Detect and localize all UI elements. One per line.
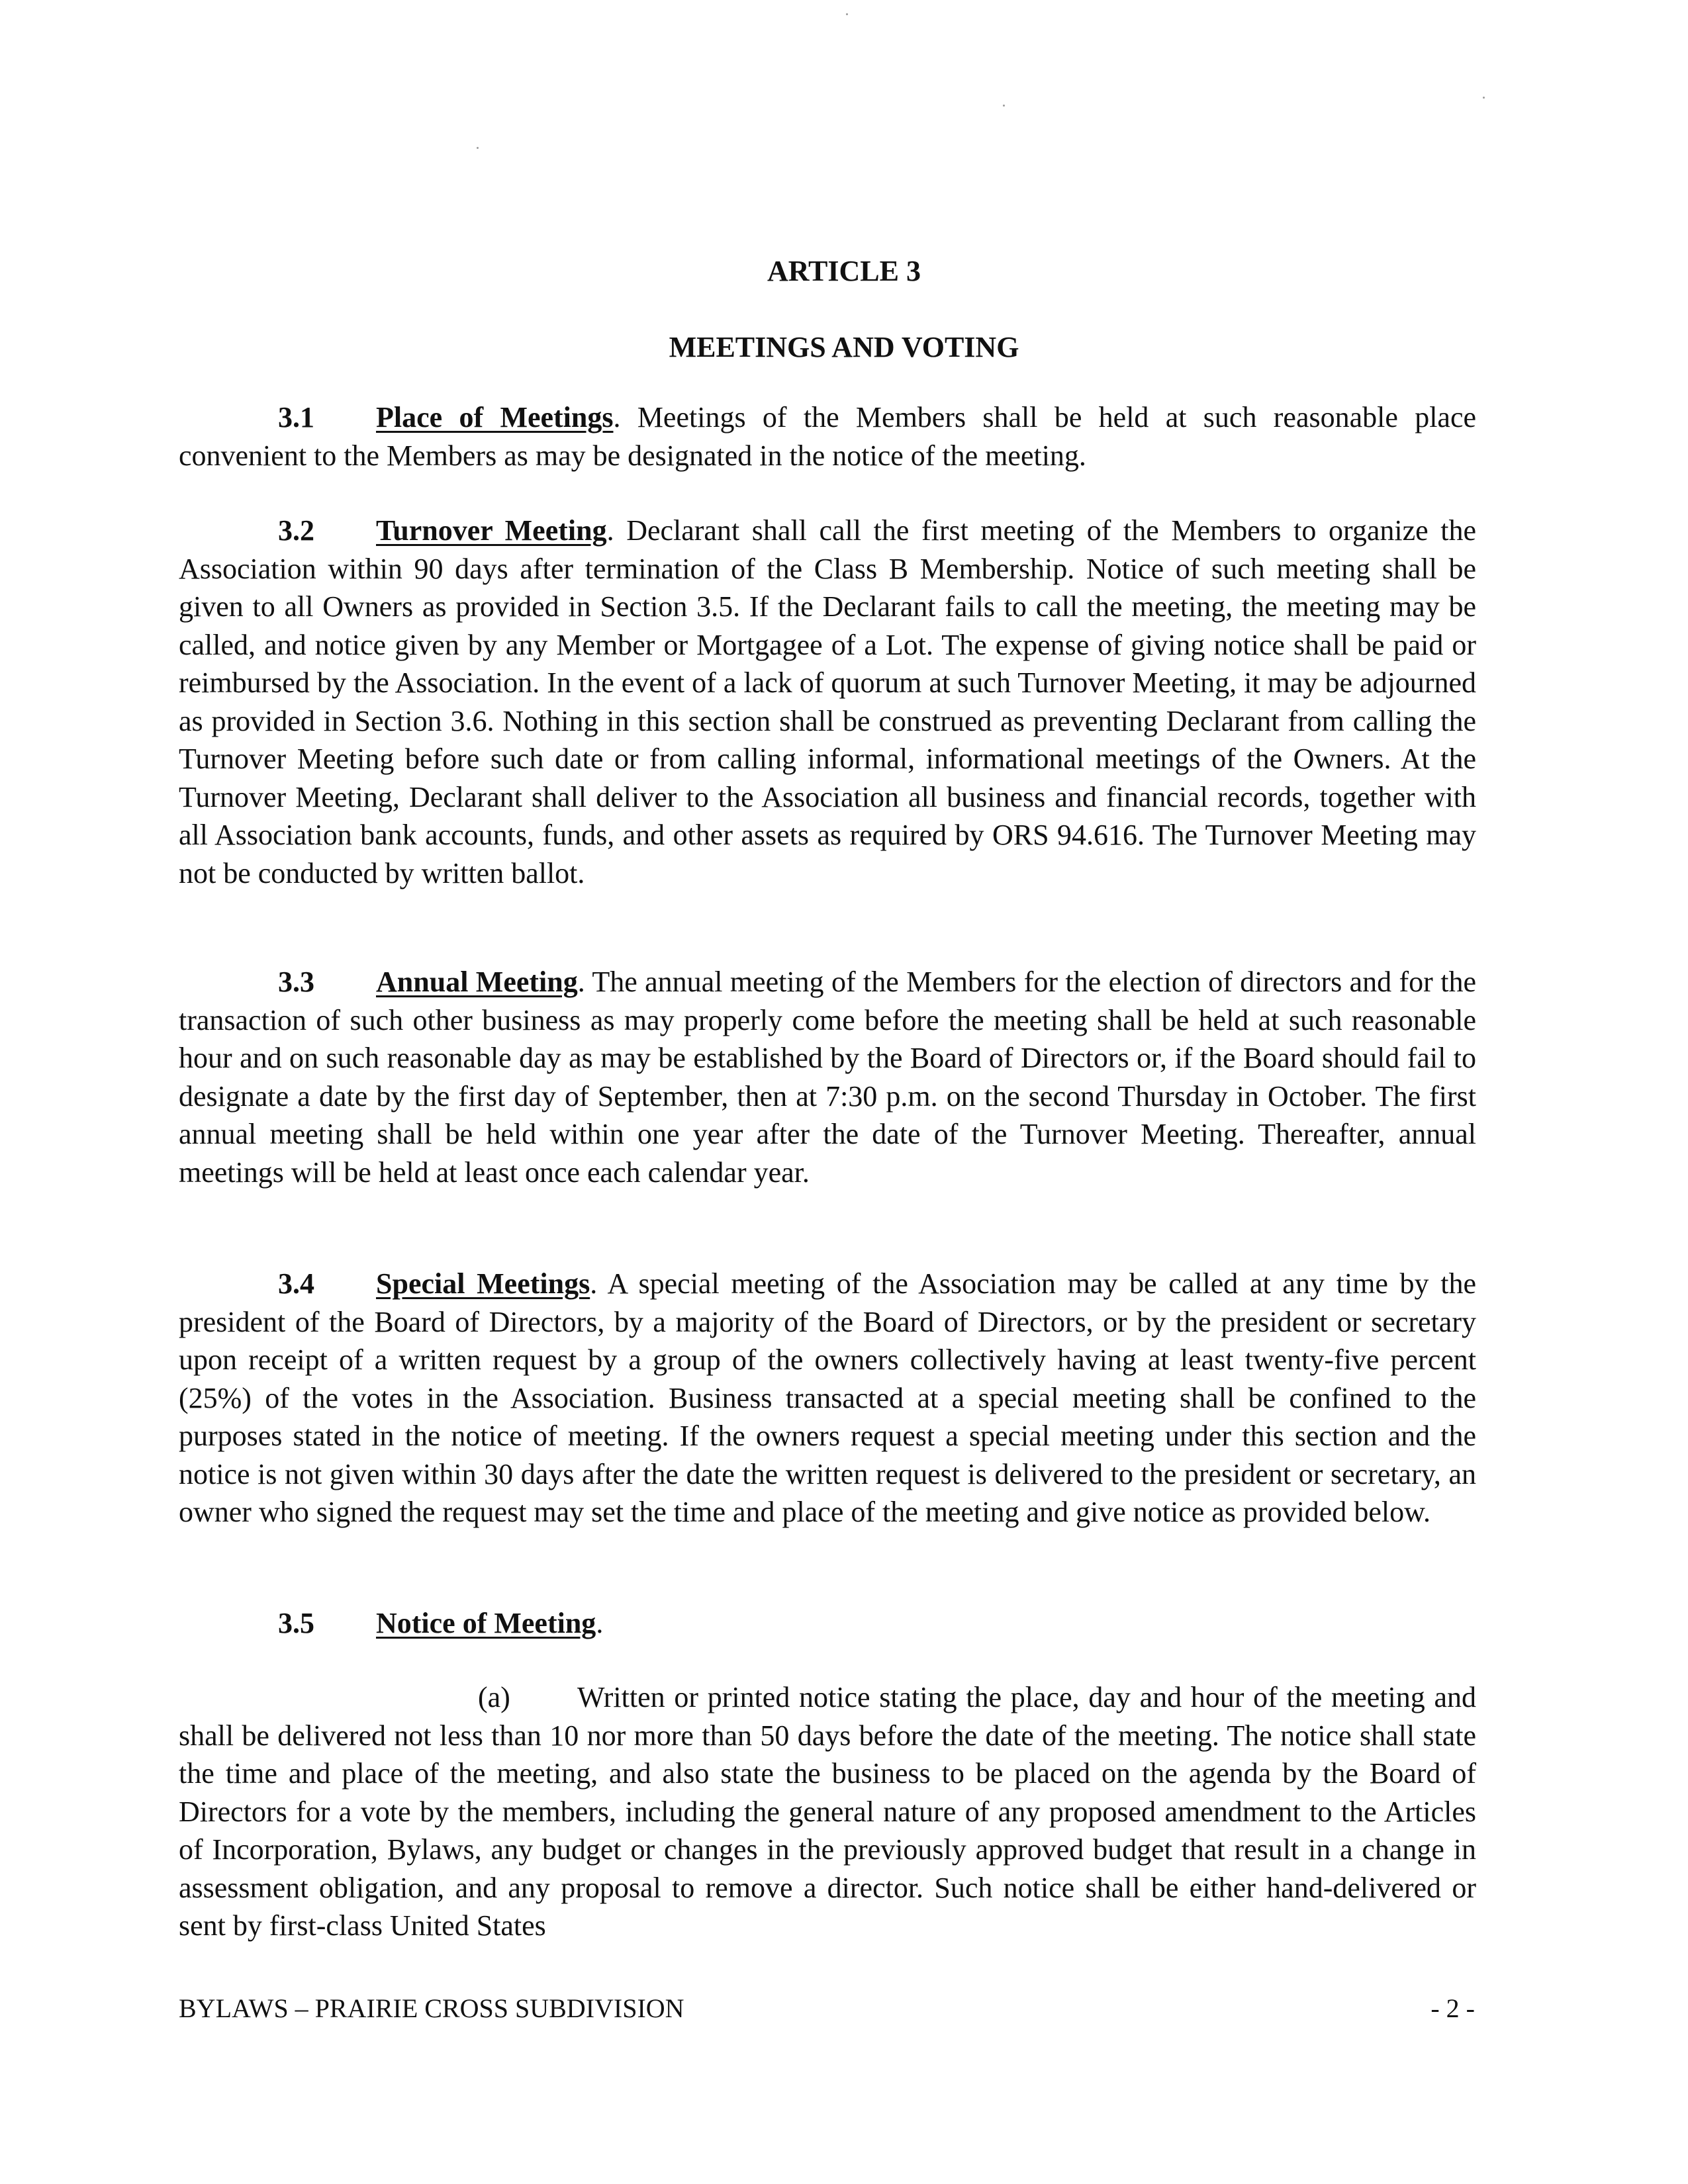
section-body: . — [596, 1607, 604, 1639]
section-title: Turnover Meeting — [376, 514, 607, 547]
scan-speck — [477, 147, 479, 149]
section-body: . Meetings of the Members shall be held at such reasonable place convenient to the Members as may be designated in the notice of the meeting. — [179, 401, 1476, 472]
section-body: . Declarant shall call the first meeting of the Members to organize the Association within 90 days after termination of the Class B Membership. Notice of such meeting shall be given to all Owners as provided in Section 3.5. If the Declarant fails to call the meeting, the meeting may be called, and notice given by any Member or Mortgagee of a Lot. The expense of giving notice shall be paid or reimbursed by the Association. In the event of a lack of quorum at such Turnover Meeting, it may be adjourned as provided in Section 3.6. Nothing in this section shall be construed as preventing Declarant from calling the Turnover Meeting before such date or from calling informal, informational meetings of the Owners. At the Turnover Meeting, Declarant shall deliver to the Association all business and financial records, together with all Association bank accounts, funds, and other assets as required by ORS 94.616. The Turnover Meeting may not be conducted by written ballot. — [179, 514, 1477, 889]
subsection-body: Written or printed notice stating the place, day and hour of the meeting and shall be delivered not less than 10 nor more than 50 days before the date of the meeting. The notice shall state the time and place of the meeting, and also state the business to be placed on the agenda by the Board of Directors for a vote by the members, including the general nature of any proposed amendment to the Articles of Incorporation, Bylaws, any budget or changes in the previously approved budget that result in a change in assessment obligation, and any proposal to remove a director. Such notice shall be either hand-delivered or sent by first-class United States — [179, 1681, 1476, 1942]
section-body: . The annual meeting of the Members for the election of directors and for the transaction of such other business as may properly come before the meeting shall be held at such reasonable hour and on such reasonable day as may be established by the Board of Directors or, if the Board should fail to designate a date by the first day of September, then at 7:30 p.m. on the second Thursday in October. The first annual meeting shall be held within one year after the date of the Turnover Meeting. Thereafter, annual meetings will be held at least once each calendar year. — [179, 966, 1476, 1189]
section-number: 3.1 — [278, 401, 314, 433]
section-title: Annual Meeting — [376, 966, 578, 998]
section-title: Notice of Meeting — [376, 1607, 596, 1639]
subsection-label: (a) — [478, 1681, 510, 1713]
section-3-3 — [179, 963, 1476, 1191]
section-number: 3.4 — [278, 1267, 314, 1300]
section-3-5-a — [179, 1678, 1476, 1945]
article-number-heading: ARTICLE 3 — [767, 255, 921, 287]
section-number: 3.3 — [278, 966, 314, 998]
article-title: MEETINGS AND VOTING — [669, 331, 1019, 363]
section-body: . A special meeting of the Association may be called at any time by the president of the Board of Directors, by a majority of the Board of Directors, or by the president or secretary upon receipt of a written request by a group of the owners collectively having at least twenty-five percent (25%) of the votes in the Association. Business transacted at a special meeting shall be confined to the purposes stated in the notice of meeting. If the owners request a special meeting under this section and the notice is not given within 30 days after the date the written request is delivered to the president or secretary, an owner who signed the request may set the time and place of the meeting and give notice as provided below. — [179, 1267, 1476, 1528]
footer-document-name: BYLAWS – PRAIRIE CROSS SUBDIVISION — [179, 1993, 684, 2023]
section-3-4 — [179, 1265, 1476, 1531]
scan-speck — [1483, 97, 1485, 99]
footer-page-number: - 2 - — [1430, 1993, 1475, 2023]
scan-speck — [846, 13, 848, 15]
section-3-5 — [179, 1604, 1476, 1643]
section-title: Place of Meetings — [376, 401, 614, 433]
section-3-1 — [179, 398, 1476, 475]
section-3-2 — [179, 512, 1476, 892]
section-title: Special Meetings — [376, 1267, 590, 1300]
section-number: 3.2 — [278, 514, 314, 547]
section-number: 3.5 — [278, 1607, 314, 1639]
scan-speck — [1003, 105, 1005, 107]
